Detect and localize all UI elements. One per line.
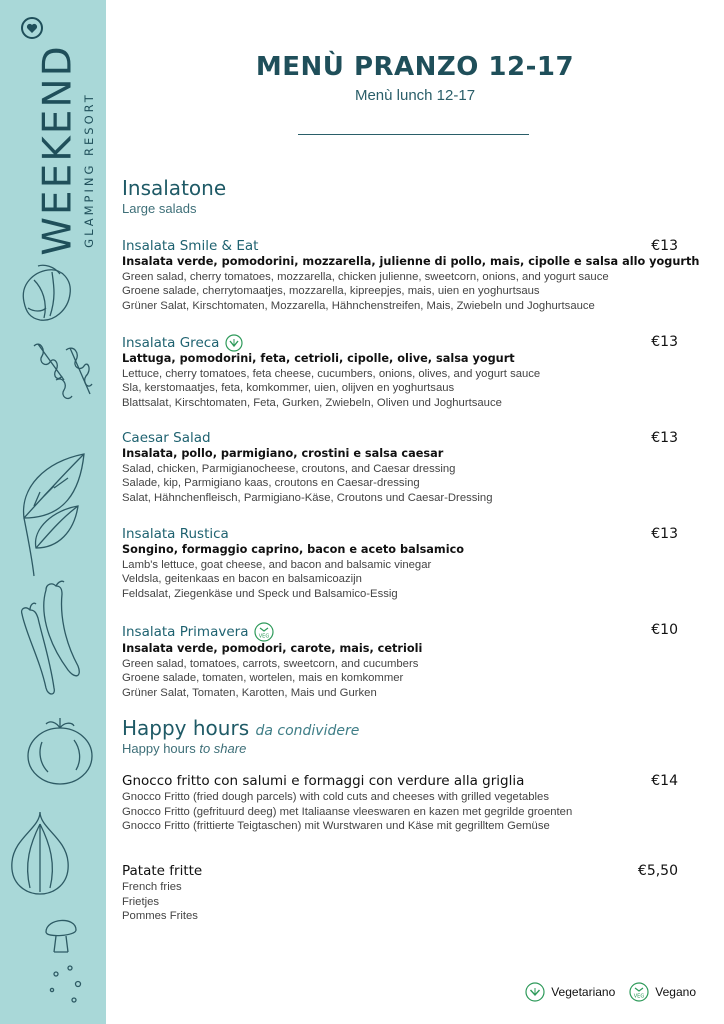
item-name-row <box>122 622 678 642</box>
item-name: Insalata Rustica <box>122 526 229 542</box>
menu-item <box>122 334 678 410</box>
item-description-de: Pommes Frites <box>122 910 198 922</box>
item-description-en: Salad, chicken, Parmigianocheese, croutons, and Caesar dressing <box>122 462 456 475</box>
brand-name: WEEKEND <box>35 44 81 256</box>
item-description-en: French fries <box>122 881 182 893</box>
heart-pin-icon <box>20 16 44 40</box>
item-description-en: Green salad, cherry tomatoes, mozzarella, chicken julienne, sweetcorn, onions, and yogurt sauce <box>122 270 609 283</box>
item-description-de: Blattsalat, Kirschtomaten, Feta, Gurken, Zwiebeln, Oliven und Joghurtsauce <box>122 396 502 409</box>
item-description-nl: Salade, kip, Parmigiano kaas, croutons en Caesar-dressing <box>122 477 420 489</box>
item-description-nl: Gnocco Fritto (gefrituurd deeg) met Italiaanse vleeswaren en kazen met gegrilde groenten <box>122 805 573 818</box>
item-price: €13 <box>651 334 678 350</box>
menu-item <box>122 526 678 601</box>
item-description-de: Grüner Salat, Tomaten, Karotten, Mais und Gurken <box>122 686 377 699</box>
pasta-illustration-icon <box>26 336 98 408</box>
section-title-main: Happy hours <box>122 716 250 740</box>
item-description-en: Lettuce, cherry tomatoes, feta cheese, cucumbers, onions, olives, and yogurt sauce <box>122 367 541 380</box>
vegetarian-legend-label: Vegetariano <box>551 985 616 999</box>
section-subtitle-italic: to share <box>199 741 247 756</box>
section-title-insalatone: Insalatone <box>122 176 227 200</box>
vegan-badge-icon <box>254 622 274 642</box>
menu-item <box>122 773 678 834</box>
item-price: €14 <box>651 773 678 789</box>
sidebar <box>0 0 106 1024</box>
item-price: €13 <box>651 238 678 254</box>
item-description-en: Green salad, tomatoes, carrots, sweetcorn, and cucumbers <box>122 657 419 670</box>
vegan-legend-icon <box>629 982 649 1002</box>
item-description-nl: Frietjes <box>122 895 160 908</box>
garlic-illustration-icon <box>14 262 78 328</box>
item-description-nl: Groene salade, tomaten, wortelen, mais en komkommer <box>122 672 404 684</box>
menu-item <box>122 238 700 313</box>
item-description-de: Grüner Salat, Kirschtomaten, Mozzarella, Hähnchenstreifen, Mais, Zwiebeln und Joghurtsauce <box>122 299 595 312</box>
item-description-it: Songino, formaggio caprino, bacon e aceto balsamico <box>122 543 465 556</box>
item-description-en: Lamb's lettuce, goat cheese, and bacon and balsamic vinegar <box>122 558 432 571</box>
item-price: €10 <box>651 622 678 638</box>
item-name: Insalata Primavera <box>122 623 249 640</box>
item-name: Gnocco fritto con salumi e formaggi con verdure alla griglia <box>122 773 525 789</box>
item-description-it: Insalata verde, pomodori, carote, mais, cetrioli <box>122 642 423 655</box>
section-subtitle-main: Happy hours <box>122 741 196 756</box>
item-name: Patate fritte <box>122 863 203 879</box>
section-subtitle-happy-hours <box>122 741 246 756</box>
brand-tagline: GLAMPING RESORT <box>82 92 96 248</box>
item-description-de: Salat, Hähnchenfleisch, Parmigiano-Käse, Croutons und Caesar-Dressing <box>122 491 493 504</box>
item-description-de: Feldsalat, Ziegenkäse und Speck und Balsamico-Essig <box>122 587 398 600</box>
chili-pepper-illustration-icon <box>16 580 90 700</box>
menu-subtitle: Menù lunch 12-17 <box>354 87 476 104</box>
item-description-en: Gnocco Fritto (fried dough parcels) with cold cuts and cheeses with grilled vegetables <box>122 791 549 803</box>
mushroom-illustration-icon <box>40 912 100 1012</box>
item-name: Insalata Smile & Eat <box>122 238 259 254</box>
onion-illustration-icon <box>6 808 76 898</box>
item-description-de: Gnocco Fritto (frittierte Teigtaschen) mit Wurstwaren und Käse mit gegrilltem Gemüse <box>122 820 550 832</box>
menu-page <box>106 0 724 1024</box>
item-name: Insalata Greca <box>122 334 220 351</box>
item-price: €13 <box>651 430 678 446</box>
item-price: €13 <box>651 526 678 542</box>
vegan-legend-badge-label: VEG <box>634 993 645 1000</box>
menu-item <box>122 430 678 505</box>
item-price: €5,50 <box>637 863 678 879</box>
item-description-it: Insalata, pollo, parmigiano, crostini e salsa caesar <box>122 447 444 460</box>
section-subtitle-large-salads: Large salads <box>122 201 197 216</box>
diet-legend <box>525 982 704 1002</box>
brand-logo <box>0 0 106 270</box>
vegetarian-badge-icon <box>225 334 243 352</box>
menu-title: MENÙ PRANZO 12-17 <box>255 52 575 82</box>
vegan-legend-label: Vegano <box>655 985 696 999</box>
basil-leaf-illustration-icon <box>14 448 94 578</box>
vegetarian-legend-icon <box>525 982 545 1002</box>
menu-item <box>122 622 678 700</box>
menu-item <box>122 863 678 924</box>
item-description-it: Insalata verde, pomodorini, mozzarella, julienne di pollo, mais, cipolle e salsa allo yogurth <box>122 255 700 268</box>
vegan-badge-label: VEG <box>259 633 270 640</box>
section-title-happy-hours <box>122 716 359 740</box>
tomato-illustration-icon <box>22 712 100 790</box>
item-description-nl: Sla, kerstomaatjes, feta, komkommer, uien, olijven en yoghurtsaus <box>122 382 455 394</box>
item-description-it: Lattuga, pomodorini, feta, cetrioli, cipolle, olive, salsa yogurt <box>122 352 515 365</box>
item-description-nl: Groene salade, cherrytomaatjes, mozzarella, kipreepjes, mais, uien en yoghurtsaus <box>122 285 540 297</box>
item-name-row <box>122 334 678 352</box>
item-name: Caesar Salad <box>122 430 211 446</box>
section-title-italic: da condividere <box>255 723 360 739</box>
item-description-nl: Veldsla, geitenkaas en bacon en balsamicoazijn <box>122 573 362 585</box>
title-divider <box>298 134 529 135</box>
